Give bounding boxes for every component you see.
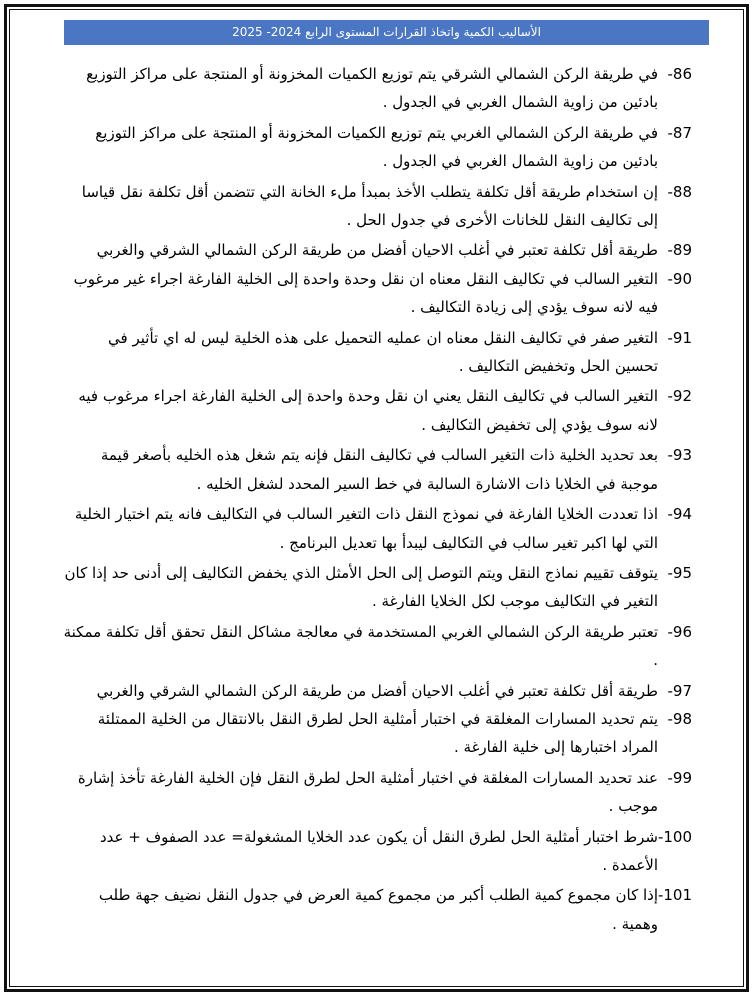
item-text: بعد تحديد الخلية ذات التغير السالب في تكاليف النقل فإنه يتم شغل هذه الخليه بأصغر قيمة موجبة في الخلايا ذات الاشارة السالبة في خط السير المحدد لشغل الخليه . <box>100 446 658 493</box>
page-header <box>64 20 709 45</box>
item-text: طريقة أقل تكلفة تعتبر في أغلب الاحيان أفضل من طريقة الركن الشمالي الشرقي والغربي <box>96 241 658 260</box>
item-number: 92- <box>667 387 692 406</box>
item-text: يتوقف تقييم نماذج النقل ويتم التوصل إلى الحل الأمثل الذي يخفض التكاليف إلى أدنى حد إذا كان التغير في التكاليف موجب لكل الخلايا الفارغة . <box>64 563 658 611</box>
item-text: التغير السالب في تكاليف النقل يعني ان نقل وحدة واحدة إلى الخلية الفارغة اجراء مرغوب فيه لانه سوف يؤدي إلى تخفيض التكاليف . <box>78 387 658 434</box>
item-text: شرط اختبار أمثلية الحل لطرق النقل أن يكون عدد الخلايا المشغولة= عدد الصفوف + عدد الأعمدة . <box>99 827 658 874</box>
item-text: تعتبر طريقة الركن الشمالي الغربي المستخدمة في معالجة مشاكل النقل تحقق أقل تكلفة ممكنة . <box>63 622 658 670</box>
list-item <box>62 441 692 498</box>
item-number: 98- <box>667 709 692 728</box>
list-item <box>62 559 692 616</box>
list-item <box>62 382 692 439</box>
list-item <box>62 618 692 675</box>
item-text: إذا كان مجموع كمية الطلب أكبر من مجموع كمية العرض في جدول النقل نضيف جهة طلب وهمية . <box>98 886 658 933</box>
question-list <box>62 60 692 938</box>
item-number: 99- <box>667 768 692 787</box>
list-item <box>62 236 692 264</box>
item-text: عند تحديد المسارات المغلقة في اختبار أمثلية الحل لطرق النقل فإن الخلية الفارغة تأخذ إشارة موجب . <box>77 768 658 816</box>
item-text: اذا تعددت الخلايا الفارغة في نموذج النقل ذات التغير السالب في التكاليف فانه يتم اختيار الخلية التي لها اكبر تغير سالب في التكاليف ليبدأ بها تعديل البرنامج . <box>74 505 658 552</box>
list-item <box>62 823 692 880</box>
item-number: 89- <box>667 241 692 260</box>
list-item <box>62 764 692 821</box>
item-number: 93- <box>667 446 692 465</box>
item-number: 94- <box>667 505 692 524</box>
item-number: 96- <box>667 622 692 641</box>
item-text: في طريقة الركن الشمالي الشرقي يتم توزيع الكميات المخزونة أو المنتجة على مراكز التوزيع بادئين من زاوية الشمال الغربي في الجدول . <box>86 65 658 112</box>
list-item <box>62 677 692 705</box>
item-text: في طريقة الركن الشمالي الغربي يتم توزيع الكميات المخزونة أو المنتجة على مراكز التوزيع بادئين من زاوية الشمال الغربي في الجدول . <box>95 123 658 171</box>
list-item <box>62 119 692 176</box>
item-number: 97- <box>667 681 692 700</box>
item-text: يتم تحديد المسارات المغلقة في اختبار أمثلية الحل لطرق النقل بالانتقال من الخلية الممتلئة المراد اختبارها إلى خلية الفارغة . <box>97 709 658 757</box>
item-number: 87- <box>667 123 692 142</box>
item-number: 86- <box>667 65 692 83</box>
item-number: 101- <box>657 886 692 905</box>
item-number: 91- <box>667 328 692 347</box>
header-title: الأساليب الكمية واتخاذ القرارات المستوى الرابع 2024- 2025 <box>232 25 541 39</box>
list-item <box>62 881 692 938</box>
item-number: 90- <box>667 269 692 288</box>
item-number: 100- <box>657 827 692 846</box>
list-item <box>62 500 692 557</box>
list-item <box>62 705 692 762</box>
item-number: 88- <box>667 182 692 201</box>
item-number: 95- <box>667 563 692 582</box>
list-item <box>62 265 692 322</box>
list-item <box>62 60 692 117</box>
list-item <box>62 324 692 381</box>
item-text: التغير صفر في تكاليف النقل معناه ان عمليه التحميل على هذه الخلية ليس له اي تأثير في تحسين الحل وتخفيض التكاليف . <box>108 328 658 376</box>
list-item <box>62 178 692 235</box>
item-text: إن استخدام طريقة أقل تكلفة يتطلب الأخذ بمبدأ ملء الخانة التي تتضمن أقل تكلفة نقل قياسا إلى تكاليف النقل للخانات الأخرى في جدول الحل . <box>81 182 658 230</box>
item-text: التغير السالب في تكاليف النقل معناه ان نقل وحدة واحدة إلى الخلية الفارغة اجراء غير مرغوب فيه لانه سوف يؤدي إلى زيادة التكاليف . <box>73 269 658 317</box>
item-text: طريقة أقل تكلفة تعتبر في أغلب الاحيان أفضل من طريقة الركن الشمالي الشرقي والغربي <box>96 681 658 700</box>
